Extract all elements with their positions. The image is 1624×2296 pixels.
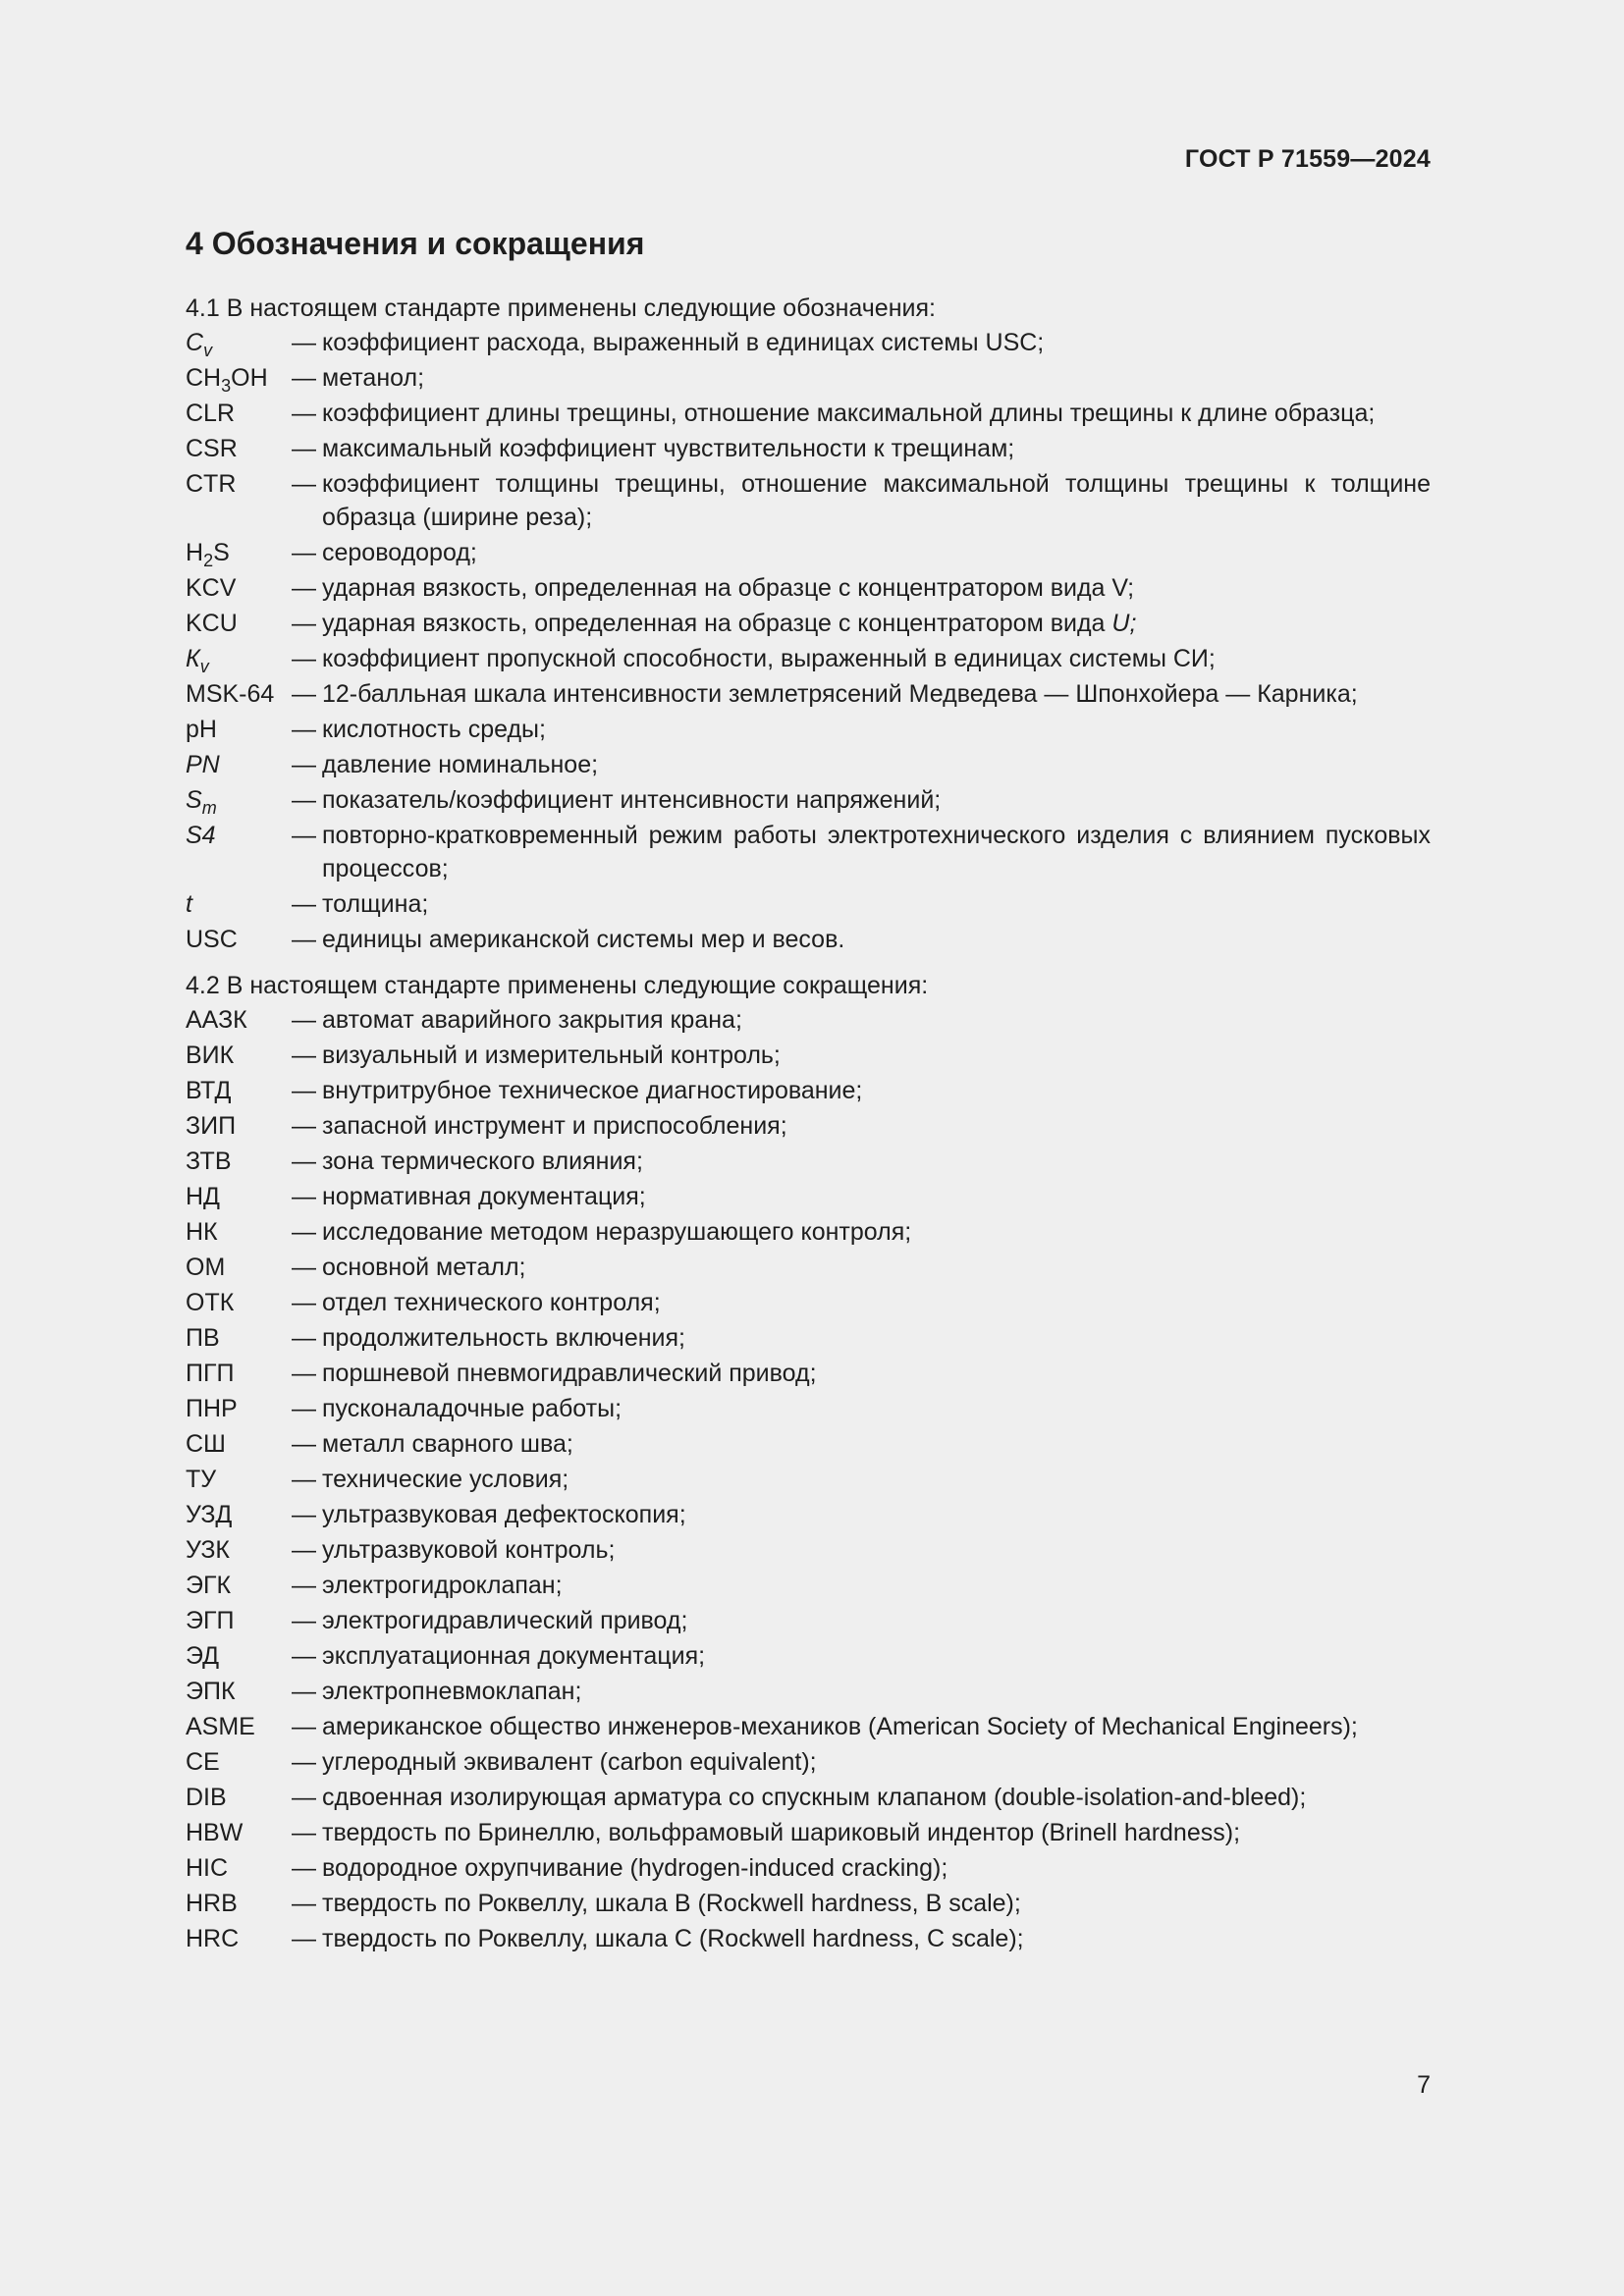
abbreviation-term: ASME	[186, 1713, 255, 1740]
abbreviation-term: ПНР	[186, 1395, 238, 1422]
designation-definition: коэффициент расхода, выраженный в единицах системы USC;	[322, 329, 1045, 356]
em-dash: —	[292, 1854, 316, 1882]
abbreviation-definition: автомат аварийного закрытия крана;	[322, 1006, 742, 1034]
em-dash: —	[292, 751, 316, 778]
abbreviation-term: ЗИП	[186, 1112, 237, 1140]
abbreviation-term: УЗД	[186, 1501, 233, 1528]
designation-definition: максимальный коэффициент чувствительности к трещинам;	[322, 435, 1015, 462]
designation-definition: 12-балльная шкала интенсивности землетрясений Медведева — Шпонхойера — Карника;	[322, 680, 1358, 708]
abbreviation-entry	[186, 1145, 1431, 1178]
em-dash: —	[292, 1395, 316, 1422]
designation-entry	[186, 642, 1431, 675]
abbreviations-list	[186, 1003, 1431, 1955]
abbreviation-definition: исследование методом неразрушающего контроля;	[322, 1218, 912, 1246]
designation-entry	[186, 571, 1431, 605]
abbreviation-term: ЭД	[186, 1642, 220, 1670]
designation-definition: ударная вязкость, определенная на образце с концентратором вида U;	[322, 610, 1137, 637]
abbreviation-entry	[186, 1003, 1431, 1037]
designation-definition: единицы американской системы мер и весов.	[322, 926, 845, 953]
em-dash: —	[292, 1607, 316, 1634]
section-title: 4 Обозначения и сокращения	[186, 226, 645, 261]
abbreviation-entry	[186, 1816, 1431, 1849]
em-dash: —	[292, 610, 316, 637]
designation-term: CTR	[186, 470, 237, 498]
abbreviation-term: CE	[186, 1748, 220, 1776]
abbreviation-term: ААЗК	[186, 1006, 247, 1034]
em-dash: —	[292, 926, 316, 953]
designation-term: CSR	[186, 435, 238, 462]
abbreviation-term: DIB	[186, 1784, 227, 1811]
abbreviation-term: СШ	[186, 1430, 226, 1458]
designation-entry	[186, 326, 1431, 359]
abbreviation-term: ЗТВ	[186, 1148, 232, 1175]
abbreviation-term: НК	[186, 1218, 218, 1246]
abbreviation-term: ПГП	[186, 1360, 235, 1387]
abbreviation-entry	[186, 1851, 1431, 1885]
abbreviation-definition: пусконаладочные работы;	[322, 1395, 623, 1422]
abbreviation-definition: твердость по Роквеллу, шкала С (Rockwell hardness, C scale);	[322, 1925, 1024, 1952]
section-content	[186, 224, 1431, 1957]
abbreviation-term: HRC	[186, 1925, 240, 1952]
em-dash: —	[292, 680, 316, 708]
designation-term: t	[186, 890, 192, 918]
designation-entry	[186, 783, 1431, 817]
em-dash: —	[292, 1077, 316, 1104]
em-dash: —	[292, 470, 316, 498]
designation-definition: толщина;	[322, 890, 429, 918]
em-dash: —	[292, 1536, 316, 1564]
abbreviation-entry	[186, 1286, 1431, 1319]
em-dash: —	[292, 1466, 316, 1493]
em-dash: —	[292, 1324, 316, 1352]
em-dash: —	[292, 1678, 316, 1705]
em-dash: —	[292, 822, 316, 849]
abbreviation-entry	[186, 1321, 1431, 1355]
designation-definition: коэффициент длины трещины, отношение максимальной длины трещины к длине образца;	[322, 400, 1376, 427]
designation-term: PN	[186, 751, 220, 778]
designation-term: S4	[186, 822, 216, 849]
designation-entry	[186, 887, 1431, 921]
designation-entry	[186, 536, 1431, 569]
designation-entry	[186, 748, 1431, 781]
abbreviation-entry	[186, 1922, 1431, 1955]
abbreviation-definition: эксплуатационная документация;	[322, 1642, 706, 1670]
abbreviation-definition: углеродный эквивалент (carbon equivalent);	[322, 1748, 817, 1776]
abbreviation-definition: нормативная документация;	[322, 1183, 646, 1210]
abbreviation-term: УЗК	[186, 1536, 230, 1564]
designation-term: pH	[186, 716, 217, 743]
abbreviation-definition: запасной инструмент и приспособления;	[322, 1112, 787, 1140]
abbreviation-definition: основной металл;	[322, 1254, 526, 1281]
em-dash: —	[292, 1713, 316, 1740]
designation-entry	[186, 467, 1431, 534]
em-dash: —	[292, 1430, 316, 1458]
em-dash: —	[292, 1360, 316, 1387]
em-dash: —	[292, 1041, 316, 1069]
em-dash: —	[292, 1819, 316, 1846]
abbreviation-term: HBW	[186, 1819, 244, 1846]
abbreviation-term: HIC	[186, 1854, 229, 1882]
abbreviation-definition: электрогидравлический привод;	[322, 1607, 688, 1634]
em-dash: —	[292, 1784, 316, 1811]
abbreviation-entry	[186, 1074, 1431, 1107]
document-id: ГОСТ Р 71559—2024	[1184, 145, 1431, 173]
em-dash: —	[292, 1501, 316, 1528]
em-dash: —	[292, 1748, 316, 1776]
em-dash: —	[292, 1572, 316, 1599]
em-dash: —	[292, 435, 316, 462]
abbreviation-definition: ультразвуковая дефектоскопия;	[322, 1501, 686, 1528]
designation-entry	[186, 819, 1431, 885]
abbreviation-entry	[186, 1109, 1431, 1143]
abbreviations-intro: 4.2 В настоящем стандарте применены следующие сокращения:	[186, 972, 929, 999]
abbreviation-entry	[186, 1251, 1431, 1284]
designations-list	[186, 326, 1431, 956]
designation-term: KCV	[186, 574, 237, 602]
designation-term: MSK-64	[186, 680, 275, 708]
abbreviation-definition: металл сварного шва;	[322, 1430, 573, 1458]
abbreviation-definition: поршневой пневмогидравлический привод;	[322, 1360, 817, 1387]
designation-term: USC	[186, 926, 238, 953]
abbreviation-term: ОМ	[186, 1254, 226, 1281]
em-dash: —	[292, 1218, 316, 1246]
abbreviation-term: HRB	[186, 1890, 238, 1917]
designation-definition: коэффициент толщины трещины, отношение максимальной толщины трещины к толщине образца (ширине реза);	[322, 470, 1431, 531]
abbreviation-entry	[186, 1675, 1431, 1708]
abbreviation-entry	[186, 1215, 1431, 1249]
designations-intro: 4.1 В настоящем стандарте применены следующие обозначения:	[186, 294, 936, 322]
designation-term: $К_v$	[186, 645, 209, 676]
em-dash: —	[292, 539, 316, 566]
abbreviation-term: ВТД	[186, 1077, 232, 1104]
em-dash: —	[292, 1289, 316, 1316]
abbreviation-definition: визуальный и измерительный контроль;	[322, 1041, 781, 1069]
em-dash: —	[292, 1148, 316, 1175]
em-dash: —	[292, 890, 316, 918]
abbreviation-entry	[186, 1427, 1431, 1461]
abbreviation-definition: твердость по Роквеллу, шкала В (Rockwell hardness, B scale);	[322, 1890, 1021, 1917]
em-dash: —	[292, 574, 316, 602]
designation-term: $C_v$	[186, 329, 213, 360]
em-dash: —	[292, 329, 316, 356]
designation-definition: показатель/коэффициент интенсивности напряжений;	[322, 786, 942, 814]
designation-definition: кислотность среды;	[322, 716, 546, 743]
em-dash: —	[292, 716, 316, 743]
em-dash: —	[292, 1183, 316, 1210]
abbreviation-entry	[186, 1180, 1431, 1213]
abbreviation-definition: твердость по Бринеллю, вольфрамовый шариковый индентор (Brinell hardness);	[322, 1819, 1241, 1846]
em-dash: —	[292, 1890, 316, 1917]
abbreviation-term: ОТК	[186, 1289, 235, 1316]
abbreviation-definition: водородное охрупчивание (hydrogen-induced cracking);	[322, 1854, 948, 1882]
designation-term: CLR	[186, 400, 236, 427]
abbreviation-definition: ультразвуковой контроль;	[322, 1536, 616, 1564]
em-dash: —	[292, 1112, 316, 1140]
designation-term: $H_2S$	[186, 539, 230, 570]
abbreviation-term: ЭПК	[186, 1678, 236, 1705]
designation-definition: метанол;	[322, 364, 425, 392]
designation-definition: сероводород;	[322, 539, 477, 566]
abbreviation-entry	[186, 1745, 1431, 1779]
em-dash: —	[292, 1642, 316, 1670]
abbreviation-entry	[186, 1498, 1431, 1531]
abbreviation-term: НД	[186, 1183, 220, 1210]
abbreviation-definition: американское общество инженеров-механиков (American Society of Mechanical Engineers);	[322, 1713, 1358, 1740]
abbreviation-entry	[186, 1639, 1431, 1673]
abbreviation-entry	[186, 1463, 1431, 1496]
designation-entry	[186, 677, 1431, 711]
abbreviation-definition: сдвоенная изолирующая арматура со спускным клапаном (double-isolation-and-bleed);	[322, 1784, 1307, 1811]
em-dash: —	[292, 1254, 316, 1281]
designation-definition: ударная вязкость, определенная на образце с концентратором вида V;	[322, 574, 1135, 602]
designation-definition: коэффициент пропускной способности, выраженный в единицах системы СИ;	[322, 645, 1216, 672]
abbreviation-term: ЭГК	[186, 1572, 232, 1599]
designation-entry	[186, 923, 1431, 956]
abbreviation-entry	[186, 1569, 1431, 1602]
abbreviation-entry	[186, 1604, 1431, 1637]
designation-entry	[186, 361, 1431, 395]
designation-entry	[186, 432, 1431, 465]
designation-term: KCU	[186, 610, 238, 637]
abbreviation-term: ТУ	[186, 1466, 217, 1493]
abbreviation-term: ЭГП	[186, 1607, 235, 1634]
abbreviation-definition: внутритрубное техническое диагностирование;	[322, 1077, 863, 1104]
abbreviation-term: ВИК	[186, 1041, 235, 1069]
abbreviation-entry	[186, 1887, 1431, 1920]
abbreviation-entry	[186, 1781, 1431, 1814]
abbreviation-definition: технические условия;	[322, 1466, 569, 1493]
designation-definition: повторно-кратковременный режим работы электротехнического изделия с влиянием пусковых процессов;	[322, 822, 1431, 882]
abbreviation-definition: продолжительность включения;	[322, 1324, 685, 1352]
em-dash: —	[292, 786, 316, 814]
designation-entry	[186, 607, 1431, 640]
designation-entry	[186, 713, 1431, 746]
abbreviation-entry	[186, 1533, 1431, 1567]
abbreviation-entry	[186, 1357, 1431, 1390]
designation-term: $S_m$	[186, 786, 217, 818]
abbreviation-definition: отдел технического контроля;	[322, 1289, 661, 1316]
em-dash: —	[292, 1925, 316, 1952]
abbreviation-entry	[186, 1710, 1431, 1743]
designation-term: $CH_3OH$	[186, 364, 268, 396]
abbreviation-definition: зона термического влияния;	[322, 1148, 643, 1175]
em-dash: —	[292, 645, 316, 672]
designation-entry	[186, 397, 1431, 430]
abbreviation-entry	[186, 1039, 1431, 1072]
abbreviation-term: ПВ	[186, 1324, 220, 1352]
abbreviation-definition: электрогидроклапан;	[322, 1572, 563, 1599]
abbreviation-definition: электропневмоклапан;	[322, 1678, 582, 1705]
em-dash: —	[292, 1006, 316, 1034]
abbreviation-entry	[186, 1392, 1431, 1425]
em-dash: —	[292, 400, 316, 427]
designation-definition: давление номинальное;	[322, 751, 599, 778]
page-number: 7	[1417, 2071, 1431, 2099]
em-dash: —	[292, 364, 316, 392]
